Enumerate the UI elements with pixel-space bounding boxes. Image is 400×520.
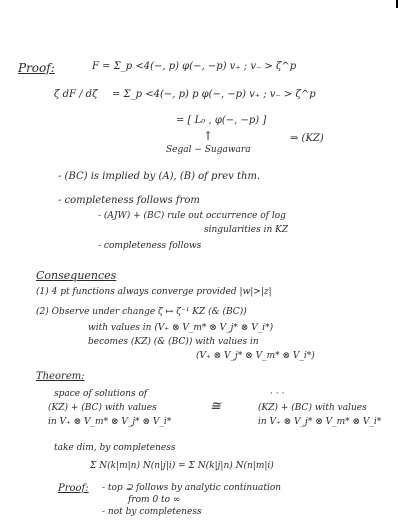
proof-equation-1: F = Σ_p <4(−, p) φ(−, −p) v₊ ; v₋ > ζ^p bbox=[92, 61, 297, 72]
consequence-2-d: (V₊ ⊗ V_j* ⊗ V_m* ⊗ V_i*) bbox=[196, 351, 315, 361]
page-corner-mark bbox=[396, 0, 398, 8]
dimension-formula: Σ N(k|m|n) N(n|j|i) = Σ N(k|j|n) N(n|m|i) bbox=[90, 461, 274, 471]
theorem-left-3: in V₊ ⊗ V_m* ⊗ V_j* ⊗ V_i* bbox=[48, 417, 172, 427]
proof2-line-2: from 0 to ∞ bbox=[128, 495, 181, 505]
proof-equation-2-rhs: = Σ_p <4(−, p) p φ(−, −p) v₊ ; v₋ > ζ^p bbox=[112, 89, 316, 100]
consequences-title: Consequences bbox=[36, 269, 117, 282]
note-sub-ajw-cont: singularities in KZ bbox=[204, 225, 289, 235]
consequence-2-a: (2) Observe under change ζ ↦ ζ⁻¹ KZ (& (BC)) bbox=[36, 307, 247, 317]
note-completeness: - completeness follows from bbox=[58, 195, 200, 206]
implies-kz: ⇒ (KZ) bbox=[290, 133, 324, 144]
proof-equation-3: = [ L₀ , φ(−, −p) ] bbox=[176, 115, 267, 126]
consequence-2-b: with values in (V₊ ⊗ V_m* ⊗ V_j* ⊗ V_i*) bbox=[88, 323, 274, 333]
note-bc-implied: - (BC) is implied by (A), (B) of prev thm. bbox=[58, 171, 261, 182]
proof2-label: Proof: bbox=[58, 483, 89, 494]
theorem-right-2: (KZ) + (BC) with values bbox=[258, 403, 367, 413]
note-sub-ajw: - (AJW) + (BC) rule out occurrence of log bbox=[98, 211, 286, 221]
theorem-right-3: in V₊ ⊗ V_j* ⊗ V_m* ⊗ V_i* bbox=[258, 417, 382, 427]
segal-sugawara-label: Segal − Sugawara bbox=[166, 145, 251, 155]
consequence-1: (1) 4 pt functions always converge provided |w|>|z| bbox=[36, 287, 272, 297]
isomorphism-symbol: ≅ bbox=[210, 399, 221, 414]
dimension-note: take dim, by completeness bbox=[54, 443, 176, 453]
theorem-left-1: space of solutions of bbox=[54, 389, 148, 399]
theorem-left-2: (KZ) + (BC) with values bbox=[48, 403, 157, 413]
theorem-title: Theorem: bbox=[36, 371, 85, 382]
proof2-line-3: - not by completeness bbox=[102, 507, 202, 517]
note-sub-completeness: - completeness follows bbox=[98, 241, 202, 251]
proof-label: Proof: bbox=[18, 61, 55, 75]
theorem-right-dots: · · · bbox=[270, 389, 285, 399]
up-arrow-icon: ↑ bbox=[203, 129, 214, 143]
proof2-line-1: - top ⊋ follows by analytic continuation bbox=[102, 483, 282, 493]
consequence-2-c: becomes (KZ) (& (BC)) with values in bbox=[88, 337, 259, 347]
proof-equation-2-lhs: ζ dF / dζ bbox=[54, 89, 98, 100]
